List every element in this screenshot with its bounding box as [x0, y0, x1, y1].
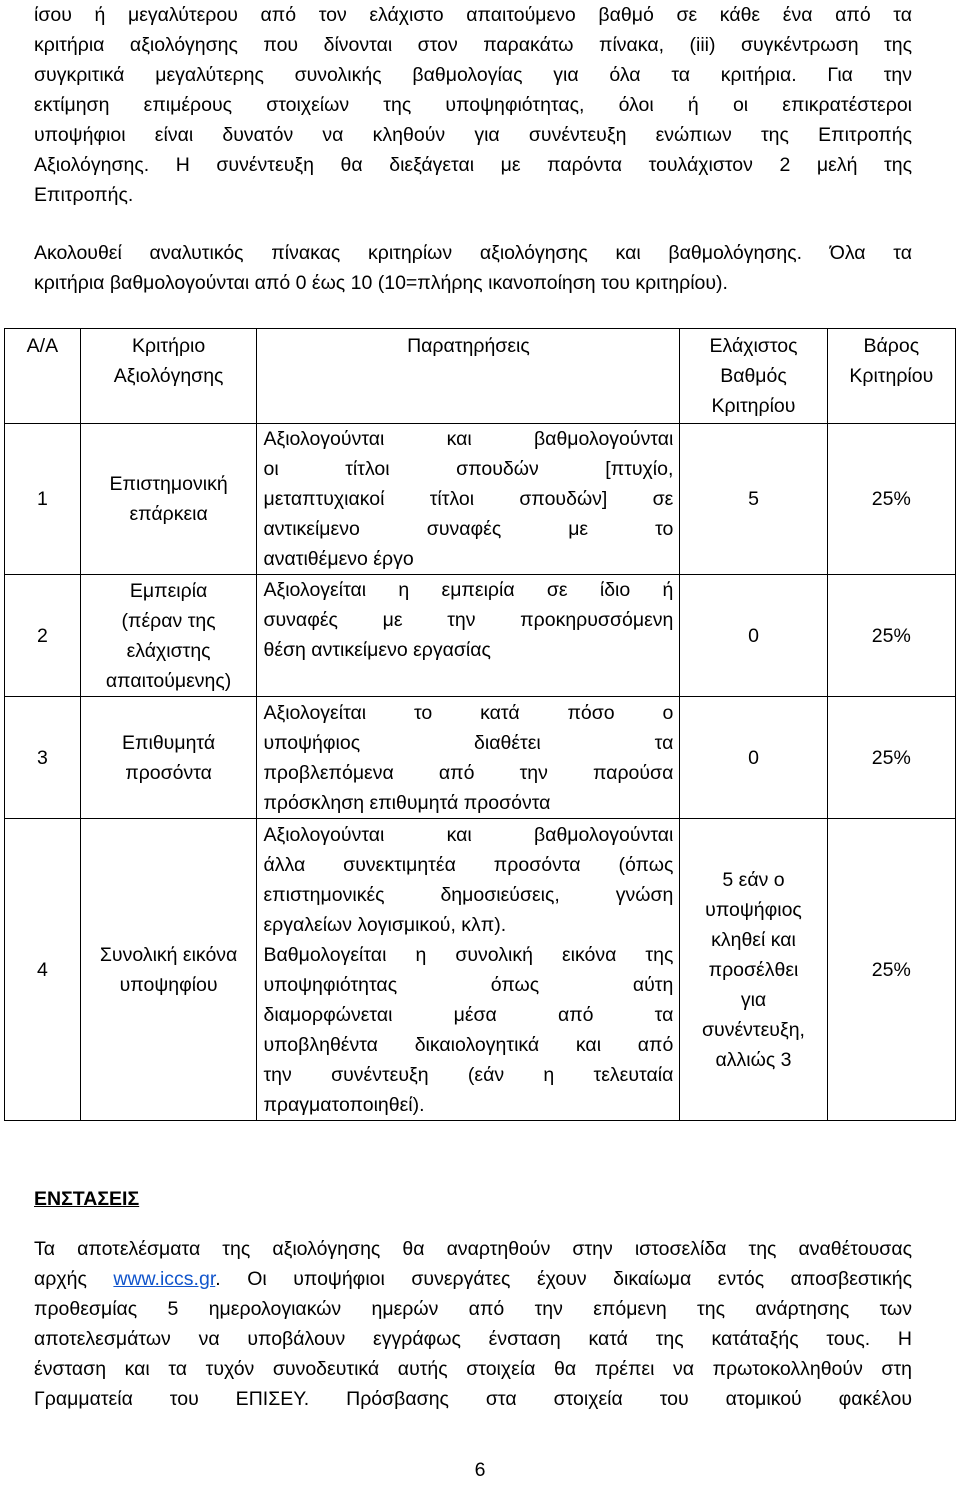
table-row — [5, 424, 956, 575]
cell-weight: 25% — [827, 819, 955, 1121]
cell-criterion: Επιθυμητά προσόντα — [80, 697, 257, 819]
text-line: αποτελεσμάτων να υποβάλουν εγγράφως ένσταση κατά της κατάταξής τους. Η — [34, 1328, 912, 1350]
text-line: Γραμματεία του ΕΠΙΣΕΥ. Πρόσβασης στα στοιχεία του ατομικού φακέλου — [34, 1388, 912, 1410]
cell-weight: 25% — [827, 697, 955, 819]
text-line: υποψήφιοι είναι δυνατόν να κληθούν για συνέντευξη ενώπιων της Επιτροπής — [34, 124, 912, 146]
table-row — [5, 575, 956, 697]
cell-min-grade: 0 — [680, 575, 827, 697]
cell-remarks: Αξιολογείται το κατά πόσο ο υποψήφιος διαθέτει τα προβλεπόμενα από την παρούσα πρόσκληση επιθυμητά προσόντα — [257, 697, 680, 819]
cell-criterion: Συνολική εικόνα υποψηφίου — [80, 819, 257, 1121]
text-line: αρχής www.iccs.gr. Οι υποψήφιοι συνεργάτες έχουν δικαίωμα εντός αποσβεστικής — [34, 1268, 912, 1290]
header-weight: Βάρος Κριτηρίου — [827, 329, 955, 424]
text-line: εκτίμηση επιμέρους στοιχείων της υποψηφιότητας, όλοι ή οι επικρατέστεροι — [34, 94, 912, 116]
cell-remarks: Αξιολογούνται και βαθμολογούνται οι τίτλοι σπουδών [πτυχίο, μεταπτυχιακοί τίτλοι σπουδών] σε αντικείμενο συναφές με το ανατιθέμενο έργο — [257, 424, 680, 575]
header-criterion: Κριτήριο Αξιολόγησης — [80, 329, 257, 424]
text-line: προθεσμίας 5 ημερολογιακών ημερών από την επόμενη της ανάρτησης των — [34, 1298, 912, 1320]
cell-criterion: Επιστημονική επάρκεια — [80, 424, 257, 575]
cell-min-grade: 0 — [680, 697, 827, 819]
cell-remarks: Αξιολογούνται και βαθμολογούνται άλλα συνεκτιμητέα προσόντα (όπως επιστημονικές δημοσιεύσεις, γνώση εργαλείων λογισμικού, κλπ). Βαθμολογείται η συνολική εικόνα της υποψηφιότητας όπως αύτη διαμορφώνεται μέσα από τα υποβληθέντα δικαιολογητικά και από την συνέντευξη (εάν η τελευταία πραγματοποιηθεί). — [257, 819, 680, 1121]
text-line: συγκριτικά μεγαλύτερης συνολικής βαθμολογίας για όλα τα κριτήρια. Για την — [34, 64, 912, 86]
text-line: Αξιολόγησης. Η συνέντευξη θα διεξάγεται με παρόντα τουλάχιστον 2 μελή της — [34, 154, 912, 176]
cell-weight: 25% — [827, 575, 955, 697]
table-row — [5, 697, 956, 819]
cell-remarks: Αξιολογείται η εμπειρία σε ίδιο ή συναφές με την προκηρυσσόμενη θέση αντικείμενο εργασίας — [257, 575, 680, 697]
cell-aa: 2 — [5, 575, 81, 697]
intro-paragraph — [34, 0, 912, 210]
text-line: ίσου ή μεγαλύτερου από τον ελάχιστο απαιτούμενο βαθμό σε κάθε ένα από τα — [34, 4, 912, 26]
text-line: ένσταση και τα τυχόν συνοδευτικά αυτής στοιχεία θα πρέπει να πρωτοκολληθούν στη — [34, 1358, 912, 1380]
objections-paragraph — [34, 1234, 912, 1414]
table-header-row — [5, 329, 956, 424]
text-line: κριτήρια βαθμολογούνται από 0 έως 10 (10=πλήρης ικανοποίηση του κριτηρίου). — [34, 272, 728, 294]
cell-weight: 25% — [827, 424, 955, 575]
criteria-table — [4, 328, 956, 1121]
page-number: 6 — [474, 1459, 486, 1481]
cell-criterion: Εμπειρία (πέραν της ελάχιστης απαιτούμενης) — [80, 575, 257, 697]
text-line: Επιτροπής. — [34, 184, 134, 206]
website-link[interactable]: www.iccs.gr — [113, 1268, 216, 1290]
text-line: Τα αποτελέσματα της αξιολόγησης θα αναρτηθούν στην ιστοσελίδα της αναθέτουσας — [34, 1238, 912, 1260]
header-min-grade: Ελάχιστος Βαθμός Κριτηρίου — [680, 329, 827, 424]
header-aa: Α/Α — [5, 329, 81, 424]
cell-min-grade: 5 — [680, 424, 827, 575]
criteria-intro-paragraph — [34, 238, 912, 298]
cell-aa: 3 — [5, 697, 81, 819]
objections-heading: ΕΝΣΤΑΣΕΙΣ — [34, 1188, 140, 1210]
cell-aa: 1 — [5, 424, 81, 575]
cell-min-grade: 5 εάν ο υποψήφιος κληθεί και προσέλθει για συνέντευξη, αλλιώς 3 — [680, 819, 827, 1121]
cell-aa: 4 — [5, 819, 81, 1121]
header-remarks: Παρατηρήσεις — [257, 329, 680, 424]
text-line: Ακολουθεί αναλυτικός πίνακας κριτηρίων αξιολόγησης και βαθμολόγησης. Όλα τα — [34, 242, 912, 264]
text-line: κριτήρια αξιολόγησης που δίνονται στον παρακάτω πίνακα, (iii) συγκέντρωση της — [34, 34, 912, 56]
table-row — [5, 819, 956, 1121]
